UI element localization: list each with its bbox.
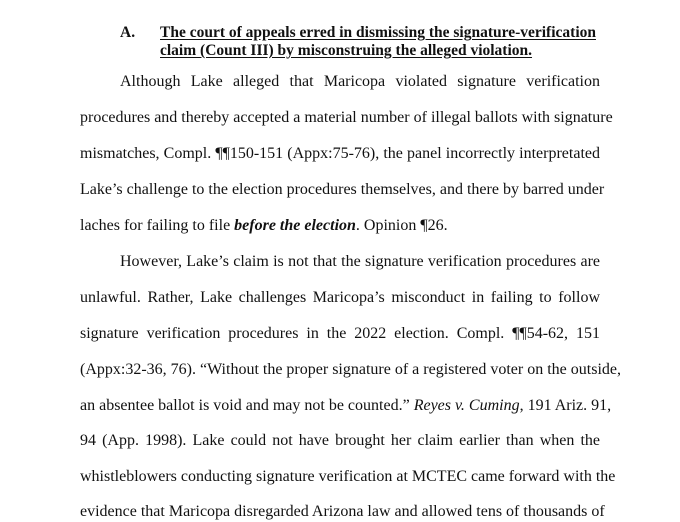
paragraph-2-line: whistleblowers conducting signature verification at MCTEC came forward with the: [80, 468, 616, 485]
section-number: A.: [120, 24, 136, 41]
paragraph-2-citation-line: [80, 396, 612, 416]
section-title-line: The court of appeals erred in dismissing the signature-verification: [160, 24, 596, 41]
paragraph-2-line: evidence that Maricopa disregarded Arizona law and allowed tens of thousands of: [80, 503, 605, 520]
paragraph-1-last-line: [80, 216, 600, 236]
section-title: [160, 24, 610, 60]
paragraph-1-text: laches for failing to file: [80, 217, 235, 234]
paragraph-2-line: signature verification procedures in the 2022 election. Compl. ¶¶54-62, 151: [80, 325, 600, 342]
paragraph-2-text: an absentee ballot is void and may not be counted.”: [80, 397, 414, 414]
paragraph-1-line: Although Lake alleged that Maricopa violated signature verification: [120, 73, 600, 90]
paragraph-1-line: mismatches, Compl. ¶¶150-151 (Appx:75-76), the panel incorrectly interpretated: [80, 145, 600, 162]
paragraph-2-line: unlawful. Rather, Lake challenges Maricopa’s misconduct in failing to follow: [80, 289, 600, 306]
paragraph-1-line: Lake’s challenge to the election procedures themselves, and there by barred under: [80, 181, 605, 198]
paragraph-2-line: 94 (App. 1998). Lake could not have brought her claim earlier than when the: [80, 432, 600, 449]
case-citation: Reyes v. Cuming: [413, 397, 520, 414]
paragraph-1-line: procedures and thereby accepted a material number of illegal ballots with signature: [80, 109, 613, 126]
paragraph-1-text: . Opinion ¶26.: [355, 217, 448, 234]
paragraph-2-line: (Appx:32-36, 76). “Without the proper signature of a registered voter on the outside,: [80, 361, 621, 378]
paragraph-2-text: , 191 Ariz. 91,: [519, 397, 612, 414]
paragraph-2-line: However, Lake’s claim is not that the signature verification procedures are: [120, 253, 600, 270]
emphasis-before-election: before the election: [234, 217, 356, 234]
section-title-line: claim (Count III) by misconstruing the alleged violation.: [160, 42, 533, 59]
